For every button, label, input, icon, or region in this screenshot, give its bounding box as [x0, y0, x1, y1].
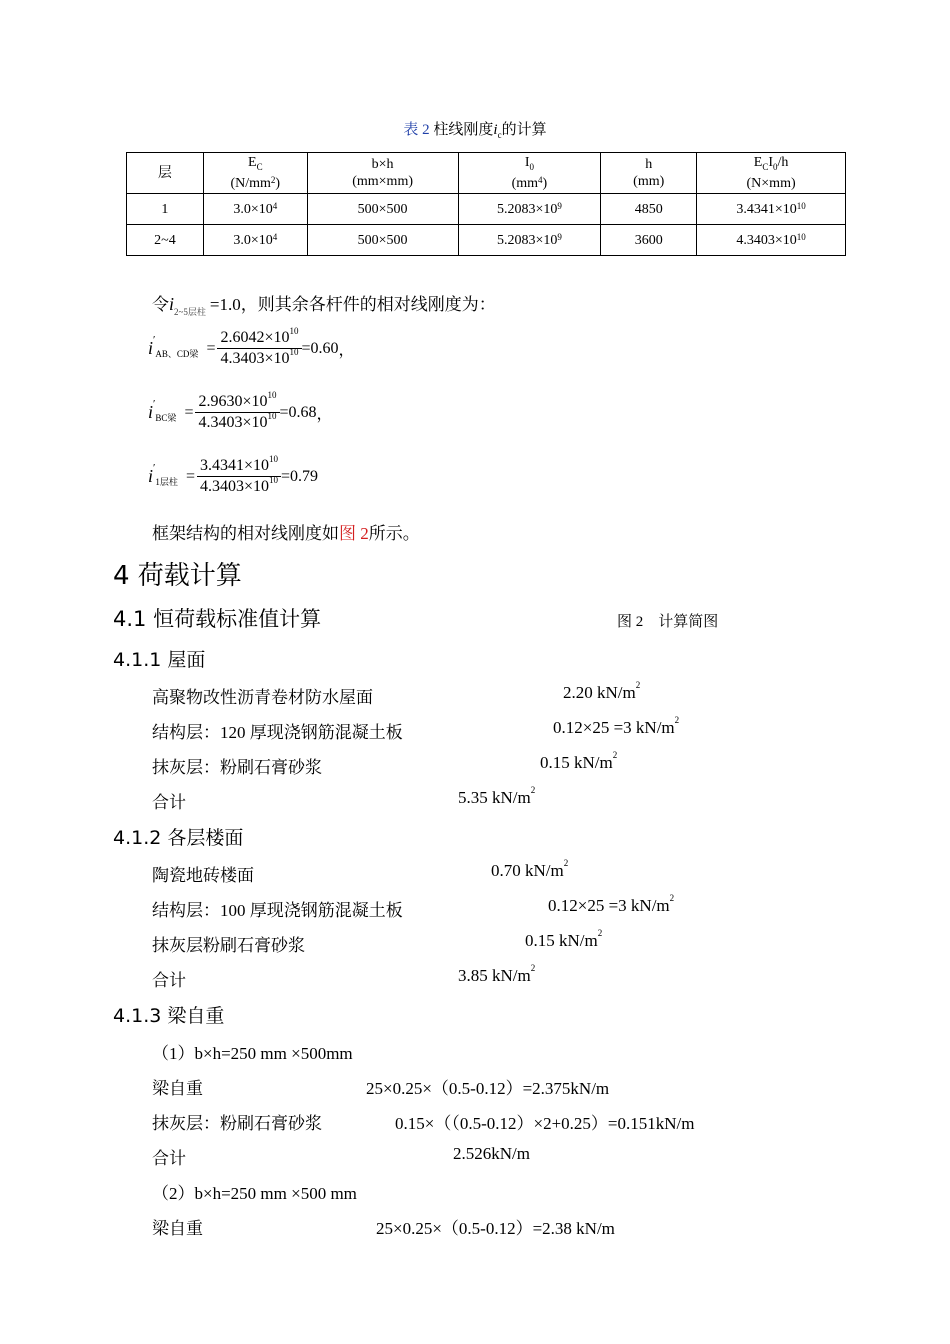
- cell-layer: 2~4: [127, 225, 204, 256]
- beam-item-label: 梁自重: [152, 1219, 203, 1238]
- equation-1st-column: i ′ 1层柱 = $\frac{3.4341\times 10^{10}}{4.3403\times 10^{10}}$ =0.79: [148, 454, 319, 495]
- header-h: h (mm): [601, 153, 697, 194]
- beam-item-value: 25×0.25×（0.5-0.12）=2.375kN/m: [366, 1079, 610, 1098]
- cell-layer: 1: [127, 194, 204, 225]
- beam-item-label: 抹灰层：粉刷石膏砂浆: [152, 1114, 322, 1133]
- intro-line: 令$i_{2\sim 5层柱} =1.0$，则其余各杆件的相对线刚度为：: [152, 294, 496, 317]
- equation-bc-beam: i ′ BC梁 = $\frac{2.9630\times 10^{10}}{4.3403\times 10^{10}}$ =0.68 ，: [148, 390, 333, 431]
- roof-item-label: 结构层：120 厚现浇钢筋混凝土板: [152, 723, 403, 742]
- caption-var: i: [493, 122, 498, 138]
- table-row: [127, 194, 846, 225]
- floor-item-value: 0.70 $kN/m^2$: [491, 858, 569, 880]
- heading-roof: 4.1.1 屋面: [113, 649, 206, 671]
- floor-item-value: 0.15 $kN/m^2$: [525, 928, 603, 950]
- beam-total-value: 2.526kN/m: [453, 1144, 530, 1163]
- beam-item-value: 0.15×（（0.5-0.12）×2+0.25）=0.151kN/m: [395, 1114, 695, 1133]
- beam-item-value: 25×0.25×（0.5-0.12）=2.38 kN/m: [376, 1219, 615, 1238]
- beam-total-label: 合计: [152, 1149, 186, 1168]
- table-number: 表 2: [403, 122, 430, 138]
- heading-floor: 4.1.2 各层楼面: [113, 827, 244, 849]
- roof-item-label: 抹灰层：粉刷石膏砂浆: [152, 758, 322, 777]
- cell-i0: $5.2083\times 10^9$: [458, 225, 601, 256]
- roof-total-value: 5.35 $kN/m^2$: [458, 785, 536, 807]
- fraction: $\frac{2.6042\times 10^{10}}{4.3403\times 10^{10}}$: [217, 329, 301, 368]
- header-eci: $E_CI_0/h$ (N×mm): [697, 153, 846, 194]
- caption-var-sub: c: [497, 130, 502, 140]
- fraction: $\frac{3.4341\times 10^{10}}{4.3403\times 10^{10}}$: [197, 457, 281, 496]
- caption-text: 柱线刚度: [433, 122, 494, 138]
- beam-type-label: （1）b×h=250 mm ×500mm: [152, 1044, 353, 1063]
- roof-total-label: 合计: [152, 793, 186, 812]
- beam-item-label: 梁自重: [152, 1079, 203, 1098]
- stiffness-table: [126, 152, 846, 256]
- header-layer: 层: [127, 153, 204, 194]
- figure-reference: 框架结构的相对线刚度如图 2所示。: [152, 524, 420, 543]
- roof-item-value: 0.12×25 =3 $kN/m^2$: [553, 715, 680, 737]
- cell-h: 3600: [601, 225, 697, 256]
- equation-ab-cd-beam: i ′ AB、CD梁 = $\frac{2.6042\times 10^{10}}{4.3403\times 10^{10}}$ =0.60 ，: [148, 326, 355, 367]
- cell-bh: 500×500: [307, 225, 458, 256]
- header-i0: $I_0$ $(mm^4)$: [458, 153, 601, 194]
- cell-i0: $5.2083\times 10^9$: [458, 194, 601, 225]
- floor-item-label: 抹灰层粉刷石膏砂浆: [152, 936, 305, 955]
- heading-beam: 4.1.3 梁自重: [113, 1005, 225, 1027]
- floor-total-label: 合计: [152, 971, 186, 990]
- cell-eci: $4.3403\times 10^{10}$: [697, 225, 846, 256]
- heading-load-calculation: 4 荷载计算: [113, 561, 242, 591]
- heading-dead-load: 4.1 恒荷载标准值计算: [113, 607, 322, 631]
- floor-total-value: 3.85 $kN/m^2$: [458, 963, 536, 985]
- roof-item-label: 高聚物改性沥青卷材防水屋面: [152, 688, 373, 707]
- cell-ec: $3.0\times 10^4$: [203, 225, 307, 256]
- header-bh: b×h (mm×mm): [307, 153, 458, 194]
- floor-item-label: 结构层：100 厚现浇钢筋混凝土板: [152, 901, 403, 920]
- cell-ec: $3.0\times 10^4$: [203, 194, 307, 225]
- cell-h: 4850: [601, 194, 697, 225]
- floor-item-label: 陶瓷地砖楼面: [152, 866, 254, 885]
- floor-item-value: 0.12×25 =3 $kN/m^2$: [548, 893, 675, 915]
- table-header-row: [127, 153, 846, 194]
- table-caption: [0, 118, 950, 140]
- cell-bh: 500×500: [307, 194, 458, 225]
- fraction: $\frac{2.9630\times 10^{10}}{4.3403\times 10^{10}}$: [195, 393, 279, 432]
- header-ec: $E_C$ $(N/mm^2)$: [203, 153, 307, 194]
- roof-item-value: 0.15 $kN/m^2$: [540, 750, 618, 772]
- figure-caption: 图 2 计算简图: [617, 614, 719, 630]
- cell-eci: $3.4341\times 10^{10}$: [697, 194, 846, 225]
- roof-item-value: 2.20 $kN/m^2$: [563, 680, 641, 702]
- figure-link[interactable]: 图 2: [339, 524, 369, 543]
- caption-suffix: 的计算: [501, 122, 547, 138]
- table-row: [127, 225, 846, 256]
- beam-type-label: （2）b×h=250 mm ×500 mm: [152, 1184, 357, 1203]
